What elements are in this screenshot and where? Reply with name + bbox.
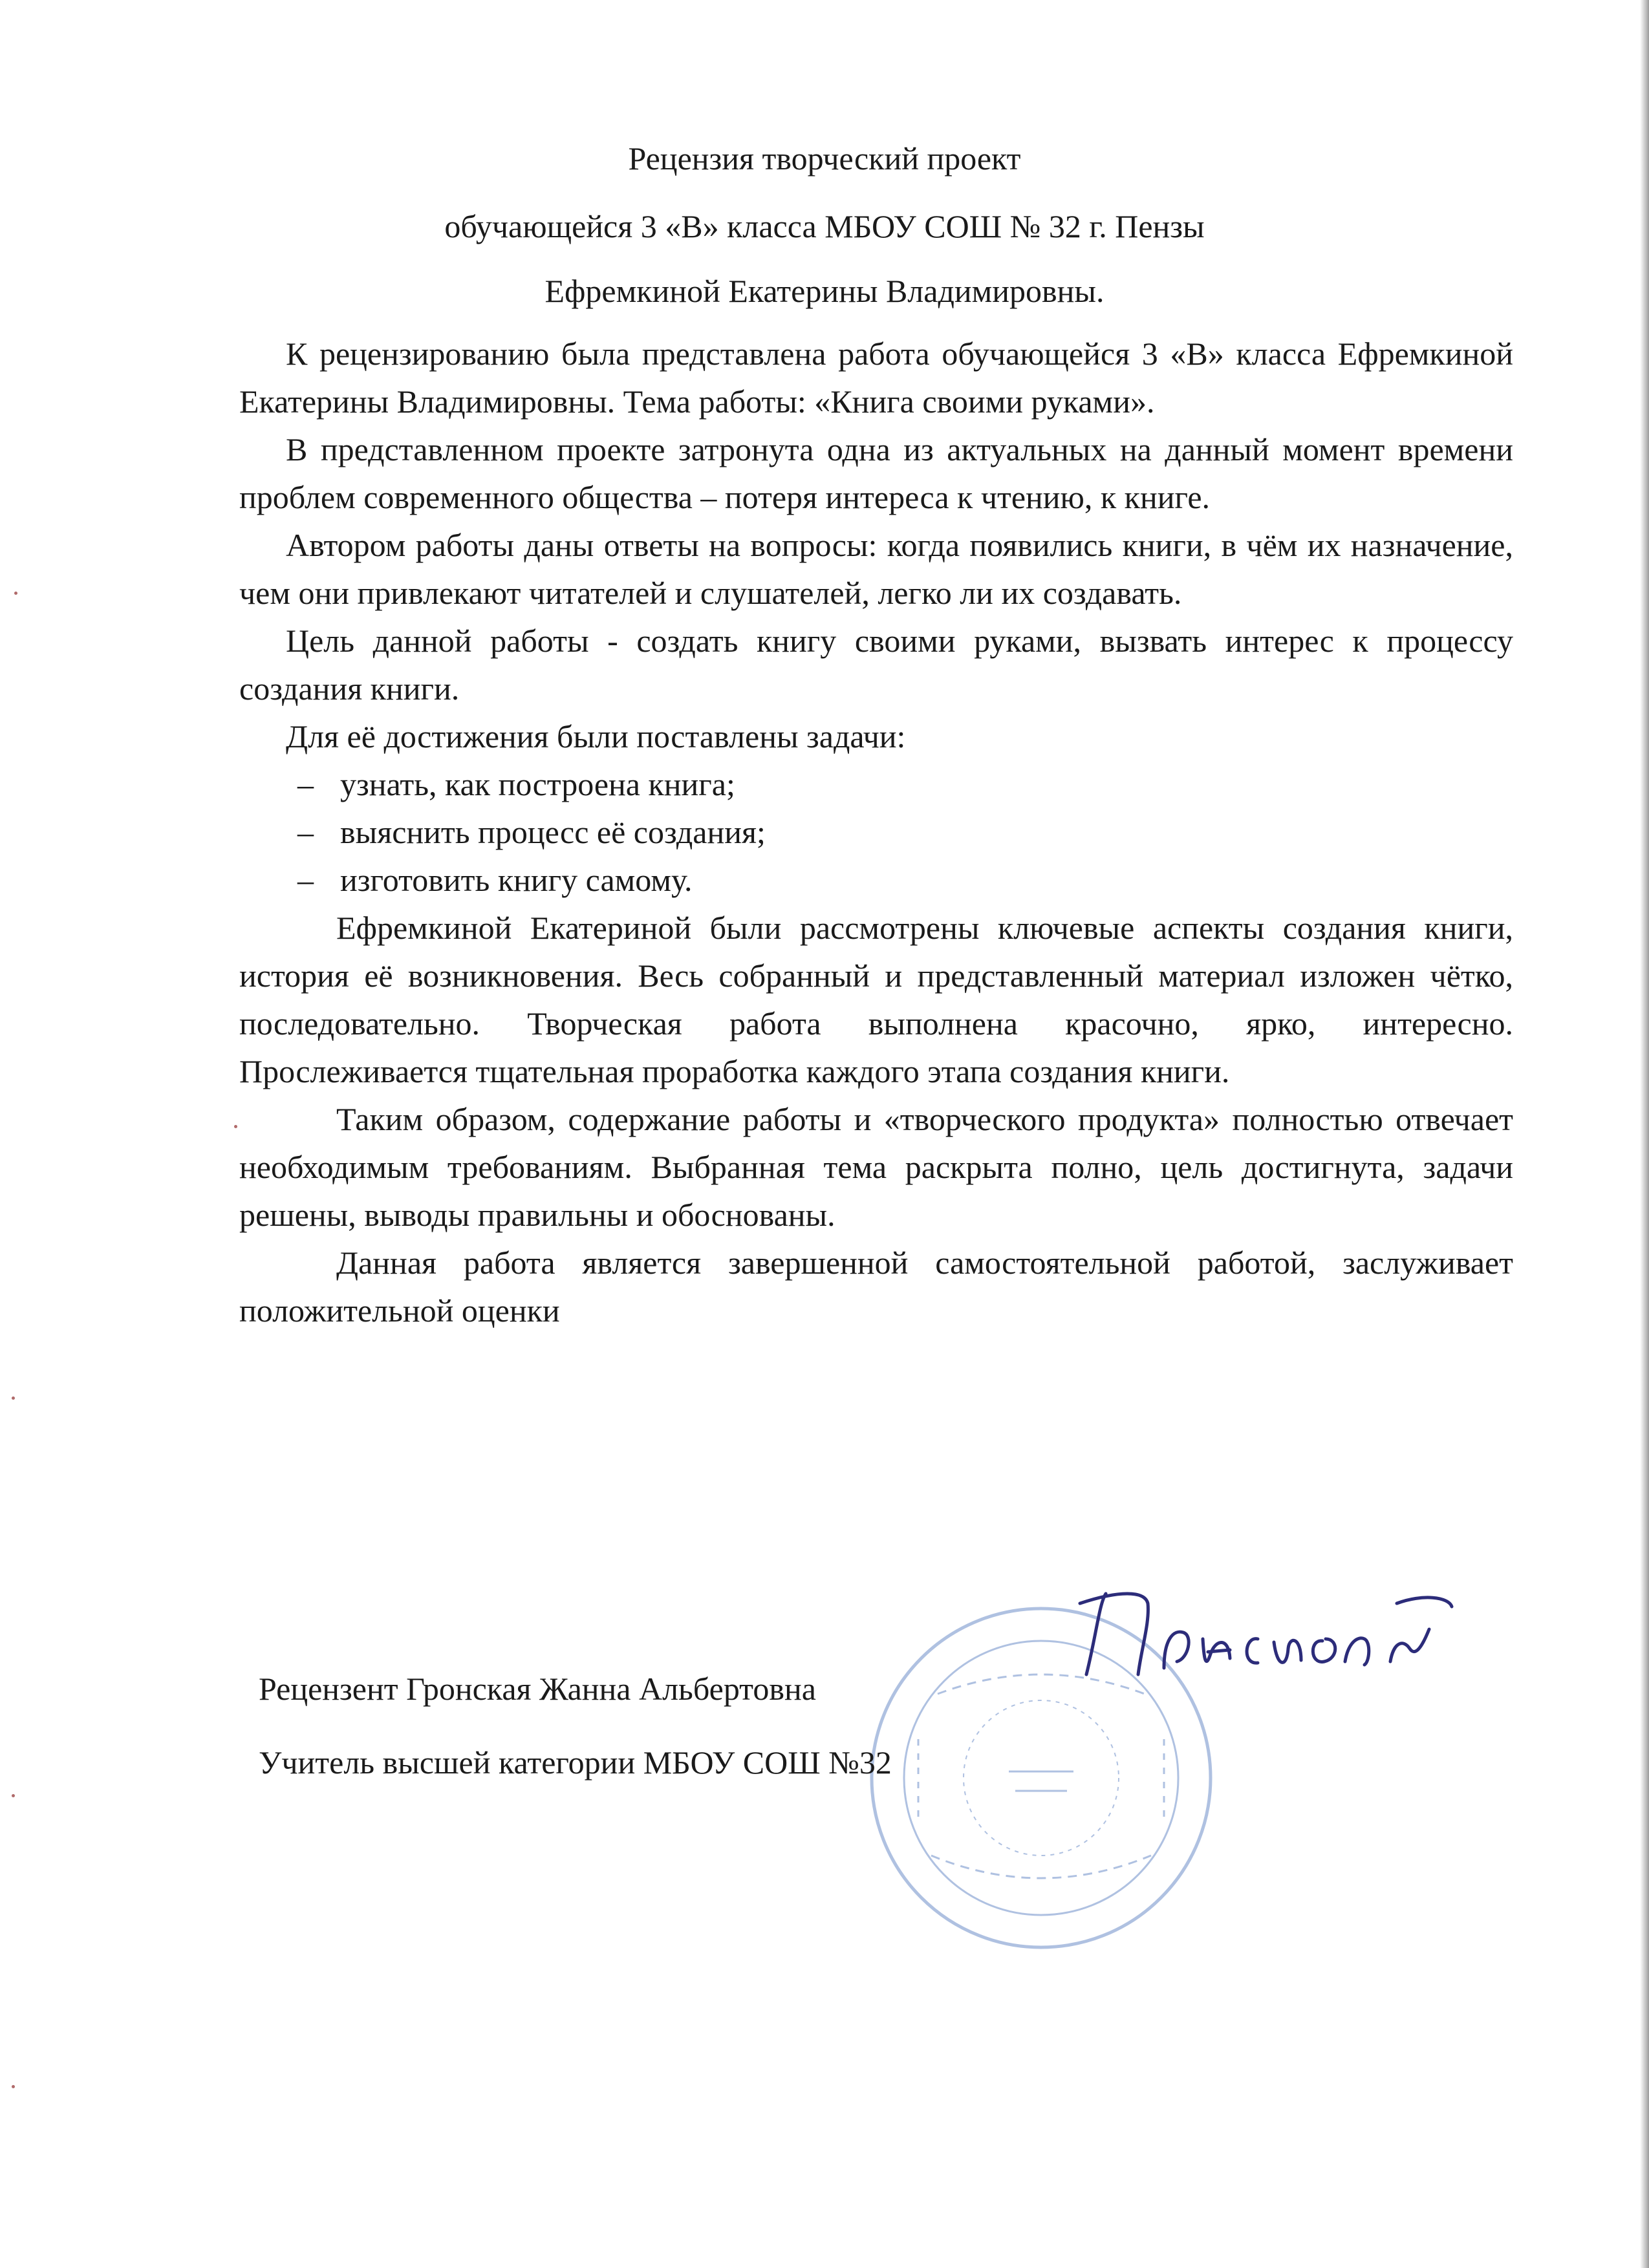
scan-speck xyxy=(12,1396,15,1400)
reviewer-position: Учитель высшей категории МБОУ СОШ №32 xyxy=(259,1744,892,1781)
list-dash: – xyxy=(297,862,314,898)
list-item xyxy=(297,808,1513,856)
paragraph-final: Данная работа является завершенной самостоятельной работой, заслуживает положительной оценки xyxy=(239,1245,1513,1329)
document-title: Рецензия творческий проект xyxy=(628,140,1021,177)
list-item xyxy=(297,760,1513,808)
list-item-text: узнать, как построена книга; xyxy=(340,766,735,802)
scan-edge-shadow xyxy=(1640,0,1649,2268)
scan-speck xyxy=(12,2085,15,2088)
list-item-text: выяснить процесс её создания; xyxy=(340,814,766,850)
list-item-text: изготовить книгу самому. xyxy=(340,862,693,898)
document-subtitle-class: обучающейся 3 «В» класса МБОУ СОШ № 32 г. Пензы xyxy=(444,208,1205,244)
signature-block xyxy=(259,1652,892,1799)
scan-speck xyxy=(234,1125,237,1128)
paragraph-relevance: В представленном проекте затронута одна из актуальных на данный момент времени проблем современного общества – потеря интереса к чтению, к книге. xyxy=(239,431,1513,515)
scan-speck xyxy=(12,1794,15,1797)
paragraph-questions: Автором работы даны ответы на вопросы: когда появились книги, в чём их назначение, чем они привлекают читателей и слушателей, легко ли их создавать. xyxy=(239,527,1513,611)
document-subtitle-student: Ефремкиной Екатерины Владимировны. xyxy=(544,273,1105,309)
paragraph-intro: К рецензированию была представлена работа обучающейся 3 «В» класса Ефремкиной Екатерины Владимировны. Тема работы: «Книга своими руками». xyxy=(239,336,1513,420)
list-dash: – xyxy=(297,814,314,850)
reviewer-name: Рецензент Гронская Жанна Альбертовна xyxy=(259,1671,816,1707)
handwritten-signature xyxy=(1061,1578,1461,1720)
paragraph-goal: Цель данной работы - создать книгу своими руками, вызвать интерес к процессу создания книги. xyxy=(239,623,1513,707)
task-list xyxy=(239,760,1513,904)
list-dash: – xyxy=(297,766,314,802)
list-item xyxy=(297,856,1513,904)
paragraph-conclusion: Таким образом, содержание работы и «творческого продукта» полностью отвечает необходимым требованиям. Выбранная тема раскрыта полно, цель достигнута, задачи решены, выводы правильны и обоснованы. xyxy=(239,1101,1513,1233)
scan-speck xyxy=(14,592,17,595)
review-body xyxy=(239,330,1513,1334)
paragraph-assessment: Ефремкиной Екатериной были рассмотрены ключевые аспекты создания книги, история её возникновения. Весь собранный и представленный материал изложен чётко, последовательно. Творческая работа выполнена красочно, ярко, интересно. Прослеживается тщательная проработка каждого этапа создания книги. xyxy=(239,910,1513,1089)
paragraph-tasks-intro: Для её достижения были поставлены задачи: xyxy=(286,718,906,754)
